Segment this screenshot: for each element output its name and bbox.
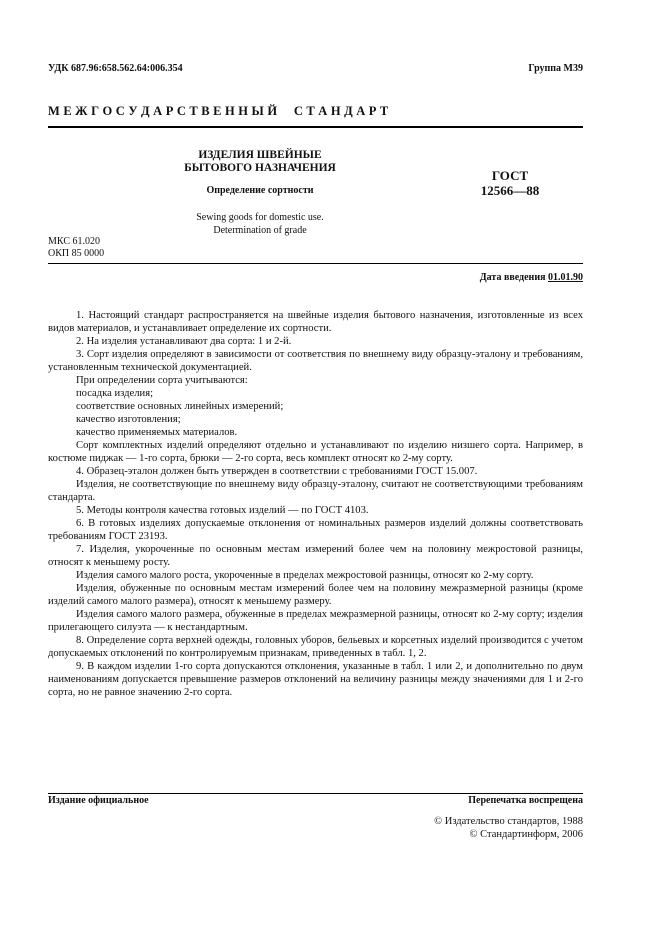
- title-rule: [48, 263, 583, 264]
- paragraph: 6. В готовых изделиях допускаемые отклонения от номинальных размеров изделий должны соответствовать требованиям ГОСТ 23193.: [48, 518, 583, 542]
- udk-code: УДК 687.96:658.562.64:006.354: [48, 63, 183, 74]
- intro-date-value: 01.01.90: [548, 272, 583, 283]
- doc-subtitle: Определение сортности: [206, 185, 314, 196]
- intro-date-label: Дата введения: [479, 272, 546, 283]
- paragraph: Изделия самого малого роста, укороченные в пределах межростовой разницы, относят ко 2-му сорту.: [76, 570, 534, 581]
- mks-code: МКС 61.020: [48, 236, 100, 247]
- paragraph: 8. Определение сорта верхней одежды, головных уборов, бельевых и корсетных изделий производится с учетом допускаемых отклонений по контролируемым признакам, приведенных в табл. 1, 2.: [48, 635, 583, 659]
- reprint-notice: Перепечатка воспрещена: [468, 795, 583, 806]
- gost-label: ГОСТ: [491, 168, 529, 183]
- paragraph: Изделия, обуженные по основным местам измерений более чем на половину межразмерной разницы (кроме изделий самого малого размера), относят к меньшему размеру.: [48, 583, 583, 607]
- paragraph: 1. Настоящий стандарт распространяется на швейные изделия бытового назначения, изготовленные из всех видов материалов, и устанавливает определение их сортности.: [48, 310, 583, 334]
- doc-title-line2: БЫТОВОГО НАЗНАЧЕНИЯ: [184, 162, 336, 174]
- paragraph: Изделия самого малого размера, обуженные в пределах межразмерной разницы, относят ко 2-му сорту; изделия прилегающего силуэта — к нестандартным.: [48, 609, 583, 633]
- document-body: [48, 309, 583, 699]
- intro-date: [480, 272, 583, 283]
- paragraph: качество изготовления;: [76, 414, 181, 425]
- paragraph: 4. Образец-эталон должен быть утвержден в соответствии с требованиями ГОСТ 15.007.: [76, 466, 478, 477]
- paragraph: 2. На изделия устанавливают два сорта: 1 и 2-й.: [76, 336, 292, 347]
- official-edition: Издание официальное: [48, 795, 149, 806]
- doc-title-en-line1: Sewing goods for domestic use.: [196, 212, 324, 223]
- doc-title-line1: ИЗДЕЛИЯ ШВЕЙНЫЕ: [198, 149, 322, 161]
- banner-rule: [48, 126, 583, 128]
- paragraph: соответствие основных линейных измерений;: [76, 401, 284, 412]
- standard-banner: М Е Ж Г О С У Д А Р С Т В Е Н Н Ы Й С Т А Н Д А Р Т: [48, 104, 389, 118]
- copyright-1: © Издательство стандартов, 1988: [434, 816, 583, 827]
- paragraph: качество применяемых материалов.: [76, 427, 238, 438]
- paragraph: Изделия, не соответствующие по внешнему виду образцу-эталону, считают не соответствующими требованиям стандарта.: [48, 479, 583, 503]
- footer-rule: [48, 793, 583, 794]
- paragraph: 3. Сорт изделия определяют в зависимости от соответствия по внешнему виду образцу-эталону и требованиям, установленным технической документацией.: [48, 349, 583, 373]
- paragraph: При определении сорта учитываются:: [76, 375, 248, 386]
- group-code: Группа М39: [528, 63, 583, 74]
- paragraph: Сорт комплектных изделий определяют отдельно и устанавливают по изделию низшего сорта. Например, в костюме пиджак — 1-го сорта, брюки — 2-го сорта, весь комплект относят ко 2-му сорту.: [48, 440, 583, 464]
- paragraph: 7. Изделия, укороченные по основным местам измерений более чем на половину межростовой разницы, относят к меньшему росту.: [48, 544, 583, 568]
- gost-number: 12566—88: [480, 183, 540, 198]
- okp-code: ОКП 85 0000: [48, 248, 105, 259]
- paragraph: 5. Методы контроля качества готовых изделий — по ГОСТ 4103.: [76, 505, 369, 516]
- paragraph: посадка изделия;: [76, 388, 154, 399]
- paragraph: 9. В каждом изделии 1-го сорта допускаются отклонения, указанные в табл. 1 или 2, и дополнительно по двум наименованиям допускается превышение размеров отклонений на величину разницы между значениями для 1 и 2-го сорта, но не равное значению 2-го сорта.: [48, 661, 583, 698]
- doc-title-en-line2: Determination of grade: [213, 225, 307, 236]
- copyright-2: © Стандартинформ, 2006: [469, 829, 583, 840]
